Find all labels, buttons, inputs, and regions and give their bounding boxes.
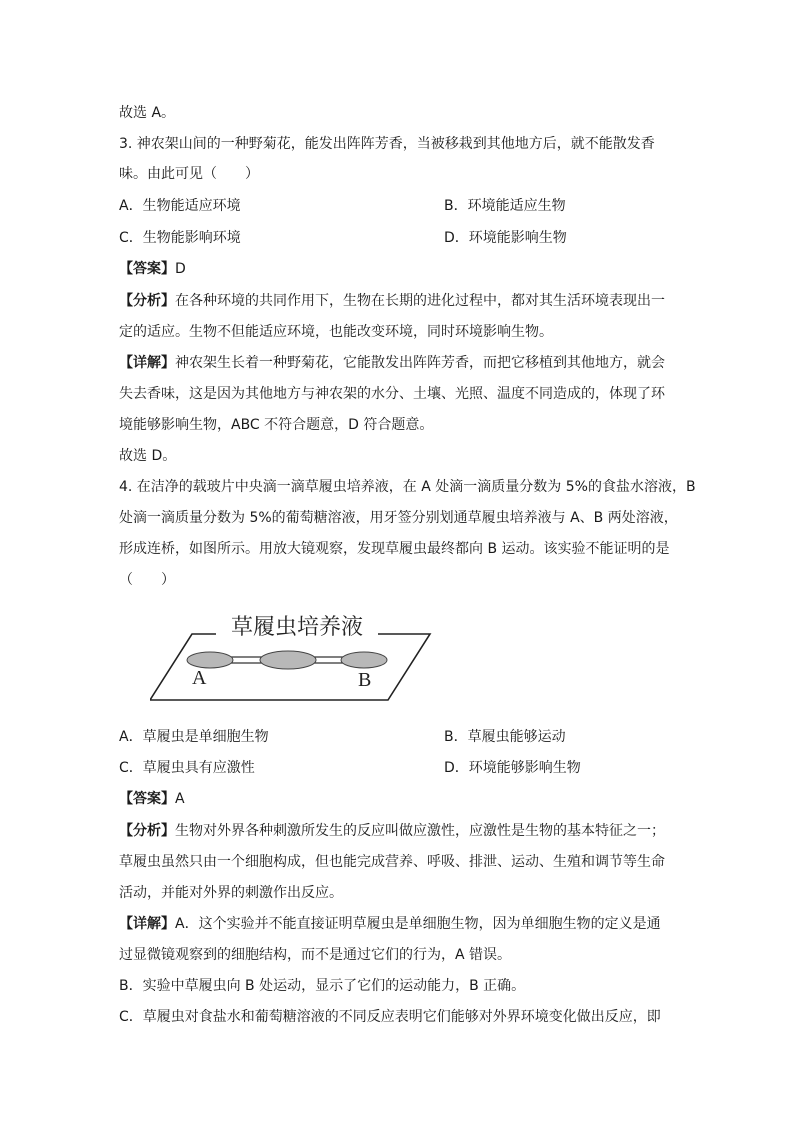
q4-detail [119, 914, 661, 934]
question-4-stem-cont-1: 处滴一滴质量分数为 5%的葡萄糖溶液，用牙签分别划通草履虫培养液与 A、B 两处溶液， [119, 510, 678, 526]
q3-conclusion: 故选 D。 [119, 448, 177, 464]
q3-detail [119, 353, 665, 373]
analysis-text: 生物对外界各种刺激所发生的反应叫做应激性，应激性是生物的基本特征之一； [175, 823, 665, 839]
question-3-stem: 3. 神农架山间的一种野菊花，能发出阵阵芳香，当被移栽到其他地方后，就不能散发香 [119, 136, 655, 152]
drop-a [187, 652, 233, 668]
detail-tag: 【详解】 [119, 916, 175, 932]
line-1: 故选 A。 [119, 105, 176, 121]
q3-option-b: B．环境能适应生物 [444, 198, 566, 214]
answer-tag: 【答案】 [119, 261, 175, 277]
figure-title: 草履虫培养液 [230, 614, 364, 639]
answer-tag: 【答案】 [119, 791, 175, 807]
q4-detail-cont-2: B．实验中草履虫向 B 处运动，显示了它们的运动能力，B 正确。 [119, 978, 526, 994]
q3-option-d: D．环境能影响生物 [444, 230, 567, 246]
q4-detail-cont-1: 过显微镜观察到的细胞结构，而不是通过它们的行为，A 错误。 [119, 947, 512, 963]
label-a: A [192, 667, 207, 689]
question-4-stem-cont-3: （ ） [119, 572, 175, 588]
drop-b [341, 652, 387, 668]
q3-detail-cont-1: 失去香味，这是因为其他地方与神农架的水分、土壤、光照、温度不同造成的，体现了环 [119, 386, 665, 402]
experiment-figure [150, 604, 440, 704]
question-4-stem-cont-2: 形成连桥，如图所示。用放大镜观察，发现草履虫最终都向 B 运动。该实验不能证明的是 [119, 541, 670, 557]
q3-option-a: A．生物能适应环境 [119, 198, 241, 214]
q3-answer [119, 259, 186, 279]
analysis-tag: 【分析】 [119, 293, 175, 309]
q4-option-b: B．草履虫能够运动 [444, 729, 566, 745]
q3-detail-cont-2: 境能够影响生物，ABC 不符合题意，D 符合题意。 [119, 417, 434, 433]
q3-option-c: C．生物能影响环境 [119, 230, 241, 246]
drop-center [260, 651, 316, 669]
label-b: B [358, 669, 372, 691]
question-3-stem-cont: 味。由此可见（ ） [119, 166, 259, 182]
q4-detail-cont-3: C．草履虫对食盐水和葡萄糖溶液的不同反应表明它们能够对外界环境变化做出反应，即 [119, 1009, 661, 1025]
q4-analysis-cont-1: 草履虫虽然只由一个细胞构成，但也能完成营养、呼吸、排泄、运动、生殖和调节等生命 [119, 854, 665, 870]
q4-analysis-cont-2: 活动，并能对外界的刺激作出反应。 [119, 885, 343, 901]
analysis-tag: 【分析】 [119, 823, 175, 839]
q4-answer [119, 789, 185, 809]
q3-analysis-cont: 定的适应。生物不但能适应环境，也能改变环境，同时环境影响生物。 [119, 324, 553, 340]
answer-text: D [175, 261, 186, 277]
question-4-stem: 4. 在洁净的载玻片中央滴一滴草履虫培养液，在 A 处滴一滴质量分数为 5%的食盐水溶液，B [119, 479, 696, 495]
detail-tag: 【详解】 [119, 355, 175, 371]
q4-analysis [119, 821, 665, 841]
q4-option-d: D．环境能够影响生物 [444, 760, 581, 776]
q4-option-c: C．草履虫具有应激性 [119, 760, 255, 776]
answer-text: A [175, 791, 185, 807]
q3-analysis [119, 291, 665, 311]
q4-option-a: A．草履虫是单细胞生物 [119, 729, 269, 745]
analysis-text: 在各种环境的共同作用下，生物在长期的进化过程中，都对其生活环境表现出一 [175, 293, 665, 309]
detail-text: A．这个实验并不能直接证明草履虫是单细胞生物，因为单细胞生物的定义是通 [175, 916, 661, 932]
detail-text: 神农架生长着一种野菊花，它能散发出阵阵芳香，而把它移植到其他地方，就会 [175, 355, 665, 371]
